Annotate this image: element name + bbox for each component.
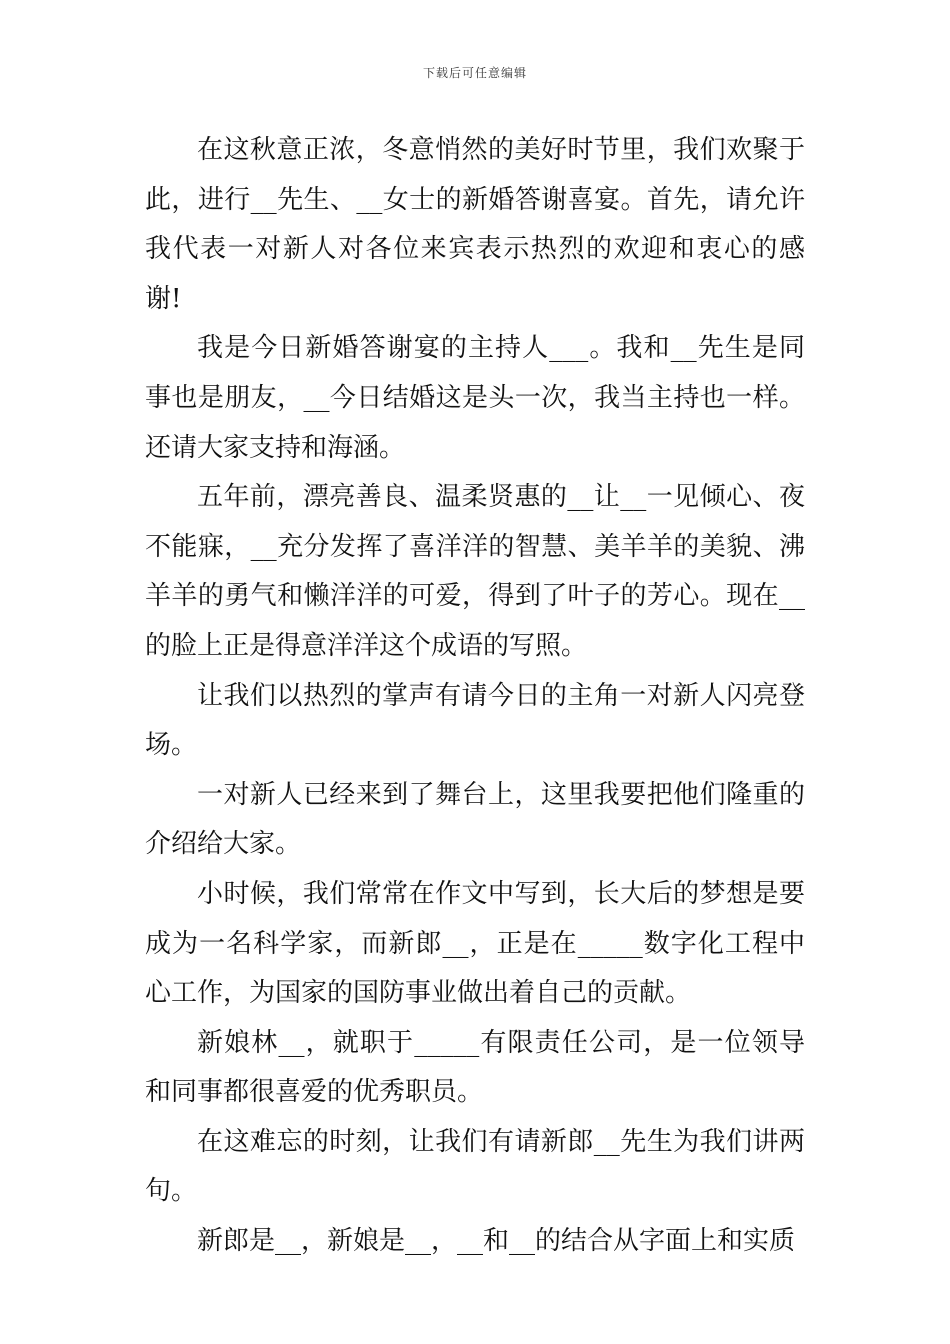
paragraph-welcome: 在这秋意正浓，冬意悄然的美好时节里，我们欢聚于此，进行__先生、__女士的新婚答谢喜宴。首先，请允许我代表一对新人对各位来宾表示热烈的欢迎和衷心的感谢! (145, 135, 805, 314)
document-body (145, 126, 805, 1267)
paragraph-host-intro: 我是今日新婚答谢宴的主持人___。我和__先生是同事也是朋友，__今日结婚这是头一次，我当主持也一样。还请大家支持和海涵。 (145, 333, 805, 463)
paragraph-invite-couple: 让我们以热烈的掌声有请今日的主角一对新人闪亮登场。 (145, 680, 805, 761)
paragraph-groom-speech: 在这难忘的时刻，让我们有请新郎__先生为我们讲两句。 (145, 1126, 805, 1207)
paragraph-story: 五年前，漂亮善良、温柔贤惠的__让__一见倾心、夜不能寐，__充分发挥了喜洋洋的智慧、美羊羊的美貌、沸羊羊的勇气和懒洋洋的可爱，得到了叶子的芳心。现在__的脸上正是得意洋洋这个成语的写照。 (145, 482, 805, 661)
paragraph-introduce: 一对新人已经来到了舞台上，这里我要把他们隆重的介绍给大家。 (145, 779, 805, 860)
paragraph-bride: 新娘林__，就职于_____有限责任公司，是一位领导和同事都很喜爱的优秀职员。 (145, 1027, 805, 1108)
paragraph-groom: 小时候，我们常常在作文中写到，长大后的梦想是要成为一名科学家，而新郎__，正是在_____数字化工程中心工作，为国家的国防事业做出着自己的贡献。 (145, 878, 805, 1009)
paragraph-names: 新郎是__，新娘是__，__和__的结合从字面上和实质 (197, 1226, 796, 1257)
page-header: 下载后可任意编辑 (422, 66, 527, 80)
